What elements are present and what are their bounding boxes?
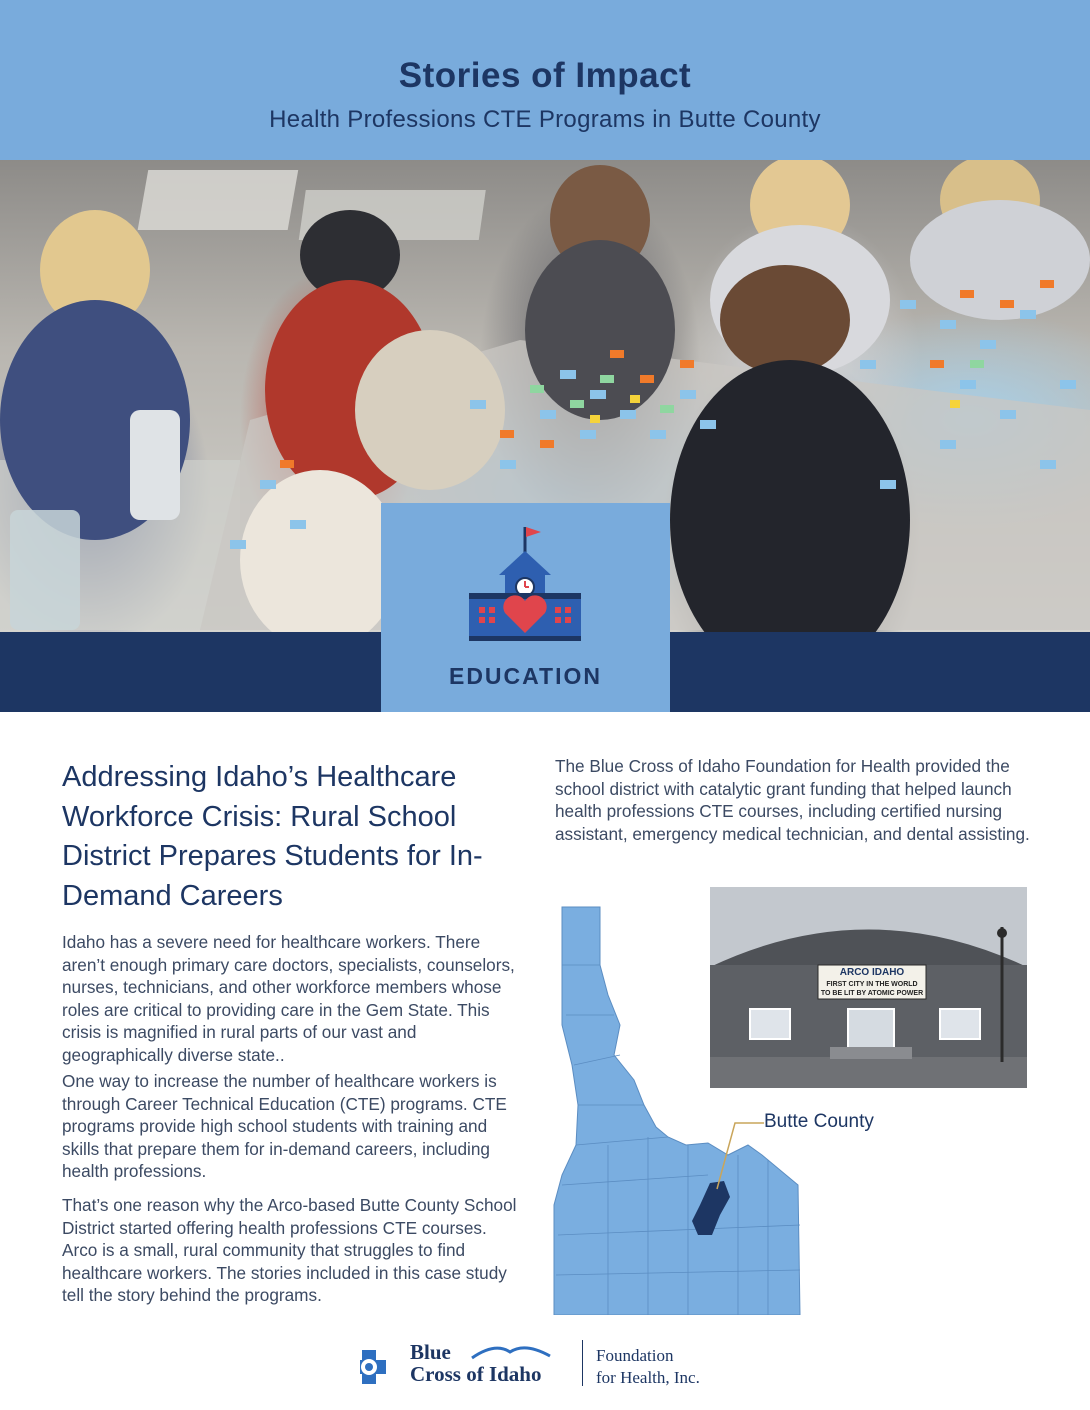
arco-sign-title: ARCO IDAHO xyxy=(839,967,905,978)
category-badge xyxy=(381,503,670,712)
paragraph-district: That’s one reason why the Arco-based Butte County School District started offering health professions CTE courses. Arco is a small, rural community that struggles to find healthcare workers. The stories included in this case study tell the story behind the programs. xyxy=(62,1195,517,1305)
foundation-line-1: Foundation xyxy=(596,1346,674,1365)
brand-line-2: Cross of Idaho xyxy=(410,1362,542,1386)
article-headline: Addressing Idaho’s Healthcare Workforce Crisis: Rural School District Prepares Students for In-Demand Careers xyxy=(62,761,483,912)
arco-sign-line-2: TO BE LIT BY ATOMIC POWER xyxy=(820,990,924,997)
brand-line-1: Blue xyxy=(410,1340,451,1364)
paragraph-foundation: The Blue Cross of Idaho Foundation for Health provided the school district with catalytic grant funding that helped launch health professions CTE courses, including certified nursing assistant, emergency medical technician, and dental assisting. xyxy=(555,756,1030,844)
paragraph-need: Idaho has a severe need for healthcare workers. There aren’t enough primary care doctors, specialists, counselors, nurses, technicians, and other workforce members whose roles are critical to providing care in the Gem State. This crisis is magnified in rural parts of our vast and geographically diverse state.. xyxy=(62,932,515,1065)
paragraph-cte: One way to increase the number of healthcare workers is through Career Technical Education (CTE) programs. CTE programs provide high school students with training and skills that prepare them for in-demand careers, including health professions. xyxy=(62,1071,507,1181)
category-label: EDUCATION xyxy=(448,663,602,689)
arco-sign-line-1: FIRST CITY IN THE WORLD xyxy=(826,981,918,988)
foundation-name xyxy=(596,1345,700,1389)
page-title: Stories of Impact xyxy=(398,56,692,95)
logo-divider xyxy=(582,1340,583,1386)
school-heart-icon xyxy=(469,523,581,641)
arco-building-photo xyxy=(710,887,1027,1088)
foundation-line-2: for Health, Inc. xyxy=(596,1368,700,1387)
page-subtitle: Health Professions CTE Programs in Butte County xyxy=(269,106,821,133)
butte-county-label: Butte County xyxy=(764,1111,874,1132)
brand-name xyxy=(410,1341,541,1385)
header-banner xyxy=(0,0,1090,160)
arco-building-art xyxy=(710,887,1027,1088)
